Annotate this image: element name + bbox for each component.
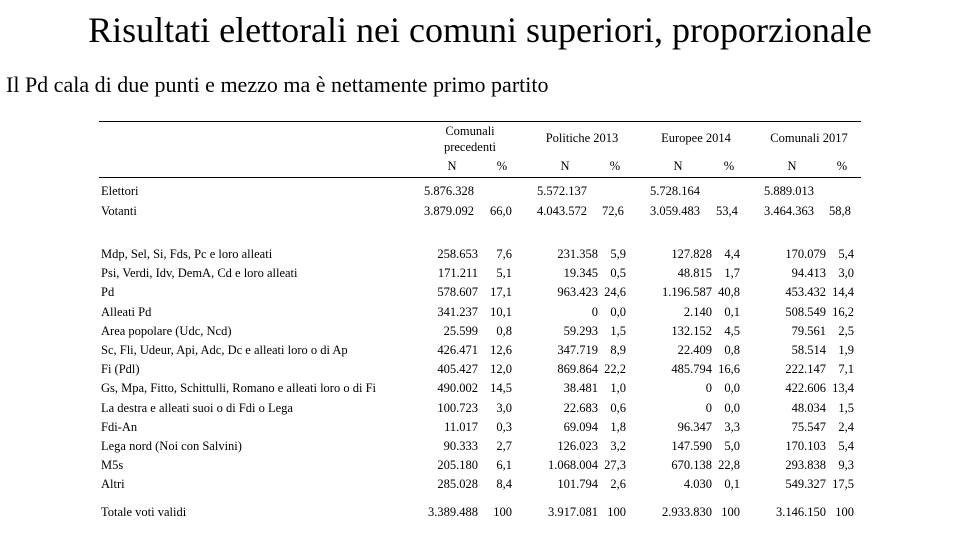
cell-n: 341.237 [437, 304, 478, 319]
header-comunali-line1: Comunali [445, 124, 495, 138]
cell-n: 11.017 [444, 419, 478, 434]
cell-n: 147.590 [671, 439, 712, 453]
cell-pct: 72,6 [602, 204, 624, 218]
cell-pct: 7,1 [838, 362, 854, 377]
row-label: Mdp, Sel, Si, Fds, Pc e loro alleati [101, 247, 273, 261]
slide-subtitle: Il Pd cala di due punti e mezzo ma è nettamente primo partito [6, 72, 549, 97]
cell-pct: 5,1 [496, 266, 512, 281]
table-row [0, 245, 960, 264]
table-row [0, 341, 960, 360]
cell-n: 170.079 [785, 247, 826, 261]
cell-pct: 100 [835, 505, 854, 519]
cell-n: 578.607 [437, 285, 478, 300]
cell-pct: 17,5 [832, 477, 854, 492]
cell-n: 171.211 [437, 266, 478, 281]
cell-n: 5.876.328 [424, 184, 474, 198]
cell-n: 3.917.081 [548, 505, 598, 519]
table-row [0, 360, 960, 379]
cell-n: 90.333 [443, 439, 478, 453]
cell-pct: 0,1 [724, 477, 740, 492]
cell-n: 405.427 [437, 362, 478, 377]
row-label: La destra e alleati suoi o di Fdi o Lega [101, 400, 293, 415]
cell-n: 3.146.150 [776, 505, 826, 519]
cell-pct: 3,0 [496, 400, 512, 415]
cell-pct: 8,9 [610, 343, 626, 357]
row-label: Fdi-An [101, 419, 138, 434]
cell-n: 285.028 [437, 477, 478, 492]
cell-pct: 2,6 [610, 477, 626, 492]
cell-pct: 66,0 [490, 204, 512, 218]
cell-n: 869.864 [557, 362, 598, 377]
cell-pct: 22,2 [604, 362, 626, 377]
header-n-1: N [560, 159, 570, 173]
cell-pct: 12,6 [490, 343, 512, 357]
header-n-0: N [447, 159, 457, 173]
cell-n: 22.409 [677, 343, 712, 357]
cell-n: 79.561 [791, 323, 826, 338]
table-row [0, 437, 960, 456]
row-label: Gs, Mpa, Fitto, Schittulli, Romano e alleati loro o di Fi [101, 381, 376, 396]
table-row [0, 399, 960, 418]
cell-pct: 1,7 [724, 266, 740, 281]
cell-n: 1.196.587 [662, 285, 712, 300]
cell-pct: 16,2 [832, 304, 854, 319]
row-label: M5s [101, 458, 124, 473]
cell-n: 3.059.483 [650, 204, 700, 218]
cell-pct: 10,1 [490, 304, 512, 319]
table-row [0, 475, 960, 494]
row-label: Area popolare (Udc, Ncd) [101, 323, 232, 338]
cell-pct: 0,0 [610, 304, 626, 319]
cell-n: 101.794 [557, 477, 598, 492]
cell-n: 59.293 [563, 323, 598, 338]
table-row [0, 379, 960, 398]
cell-n: 0 [591, 304, 598, 319]
cell-n: 19.345 [563, 266, 598, 281]
cell-pct: 2,5 [838, 323, 854, 338]
cell-n: 48.034 [791, 400, 826, 415]
cell-n: 2.933.830 [662, 505, 712, 519]
cell-n: 5.728.164 [650, 184, 700, 198]
header-pct-1: % [609, 159, 621, 173]
header-pct-0: % [496, 159, 508, 173]
cell-pct: 0,3 [496, 419, 512, 434]
cell-n: 100.723 [437, 400, 478, 415]
cell-n: 293.838 [785, 458, 826, 473]
cell-n: 453.432 [785, 285, 826, 300]
cell-pct: 5,0 [724, 439, 740, 453]
cell-n: 5.889.013 [764, 184, 814, 198]
cell-pct: 0,0 [724, 400, 740, 415]
cell-n: 3.464.363 [764, 204, 814, 218]
row-label: Alleati Pd [101, 304, 152, 319]
cell-pct: 1,5 [610, 323, 626, 338]
cell-pct: 1,9 [838, 343, 854, 357]
cell-n: 25.599 [443, 323, 478, 338]
cell-n: 670.138 [671, 458, 712, 473]
table-row [0, 303, 960, 322]
header-comunali-2017: Comunali 2017 [770, 131, 848, 145]
cell-n: 963.423 [557, 285, 598, 300]
cell-pct: 14,4 [832, 285, 854, 300]
cell-pct: 9,3 [838, 458, 854, 473]
row-label: Sc, Fli, Udeur, Api, Adc, Dc e alleati loro o di Ap [101, 343, 348, 357]
table-row-votanti [0, 202, 960, 221]
cell-n: 422.606 [785, 381, 826, 396]
cell-pct: 3,3 [724, 419, 740, 434]
cell-pct: 17,1 [490, 285, 512, 300]
cell-pct: 5,4 [838, 247, 854, 261]
cell-pct: 22,8 [718, 458, 740, 473]
cell-n: 4.043.572 [537, 204, 587, 218]
cell-pct: 1,0 [610, 381, 626, 396]
cell-pct: 100 [607, 505, 626, 519]
cell-pct: 27,3 [604, 458, 626, 473]
table-row-elettori [0, 182, 960, 201]
cell-pct: 3,0 [838, 266, 854, 281]
cell-n: 5.572.137 [537, 184, 587, 198]
cell-pct: 24,6 [604, 285, 626, 300]
cell-pct: 5,9 [610, 247, 626, 261]
cell-pct: 53,4 [716, 204, 738, 218]
cell-pct: 0,6 [610, 400, 626, 415]
cell-n: 2.140 [683, 304, 712, 319]
cell-n: 508.549 [785, 304, 826, 319]
cell-pct: 8,4 [496, 477, 512, 492]
row-label: Psi, Verdi, Idv, DemA, Cd e loro alleati [101, 266, 298, 281]
cell-pct: 13,4 [832, 381, 854, 396]
slide-title: Risultati elettorali nei comuni superiori, proporzionale [88, 10, 872, 50]
cell-pct: 100 [721, 505, 740, 519]
cell-pct: 2,4 [838, 419, 854, 434]
cell-n: 485.794 [671, 362, 712, 377]
cell-n: 258.653 [437, 247, 478, 261]
cell-n: 231.358 [557, 247, 598, 261]
cell-n: 127.828 [671, 247, 712, 261]
cell-n: 96.347 [677, 419, 712, 434]
row-label: Pd [101, 285, 115, 300]
cell-pct: 16,6 [718, 362, 740, 377]
header-comunali-line2: precedenti [443, 140, 497, 154]
cell-pct: 7,6 [496, 247, 512, 261]
cell-pct: 1,5 [838, 400, 854, 415]
cell-pct: 3,2 [610, 439, 626, 453]
row-label: Elettori [101, 184, 139, 198]
cell-n: 0 [705, 400, 712, 415]
cell-pct: 12,0 [490, 362, 512, 377]
table-row [0, 264, 960, 283]
cell-pct: 4,5 [724, 323, 740, 338]
cell-pct: 40,8 [718, 285, 740, 300]
table-row [0, 456, 960, 475]
cell-pct: 100 [493, 505, 512, 519]
cell-pct: 14,5 [490, 381, 512, 396]
cell-pct: 5,4 [838, 439, 854, 453]
cell-n: 426.471 [437, 343, 478, 357]
cell-pct: 0,0 [724, 381, 740, 396]
cell-pct: 0,8 [496, 323, 512, 338]
table-row [0, 283, 960, 302]
row-label: Votanti [101, 204, 137, 218]
cell-pct: 2,7 [496, 439, 512, 453]
cell-pct: 0,8 [724, 343, 740, 357]
header-politiche-2013: Politiche 2013 [545, 131, 619, 145]
header-pct-3: % [836, 159, 848, 173]
header-n-3: N [787, 159, 797, 173]
cell-n: 132.152 [671, 323, 712, 338]
cell-n: 75.547 [791, 419, 826, 434]
header-pct-2: % [723, 159, 735, 173]
cell-n: 4.030 [683, 477, 712, 492]
header-n-2: N [673, 159, 683, 173]
cell-pct: 6,1 [496, 458, 512, 473]
table-row-totale [0, 503, 960, 522]
table-row [0, 322, 960, 341]
cell-n: 22.683 [563, 400, 598, 415]
row-label: Lega nord (Noi con Salvini) [101, 439, 242, 453]
cell-pct: 0,5 [610, 266, 626, 281]
cell-pct: 58,8 [829, 204, 851, 218]
cell-pct: 1,8 [610, 419, 626, 434]
cell-n: 170.103 [785, 439, 826, 453]
cell-n: 58.514 [791, 343, 826, 357]
cell-n: 3.389.488 [428, 505, 478, 519]
cell-pct: 0,1 [724, 304, 740, 319]
cell-n: 48.815 [677, 266, 712, 281]
cell-n: 38.481 [563, 381, 598, 396]
row-label: Totale voti validi [101, 505, 187, 519]
cell-n: 347.719 [557, 343, 598, 357]
cell-n: 1.068.004 [548, 458, 598, 473]
cell-pct: 4,4 [724, 247, 740, 261]
cell-n: 205.180 [437, 458, 478, 473]
cell-n: 126.023 [557, 439, 598, 453]
cell-n: 69.094 [563, 419, 598, 434]
header-europee-2014: Europee 2014 [661, 131, 731, 145]
cell-n: 3.879.092 [424, 204, 474, 218]
row-label: Altri [101, 477, 125, 492]
cell-n: 222.147 [785, 362, 826, 377]
cell-n: 0 [705, 381, 712, 396]
table-row [0, 418, 960, 437]
cell-n: 549.327 [785, 477, 826, 492]
cell-n: 94.413 [791, 266, 826, 281]
cell-n: 490.002 [437, 381, 478, 396]
row-label: Fi (Pdl) [101, 362, 140, 377]
